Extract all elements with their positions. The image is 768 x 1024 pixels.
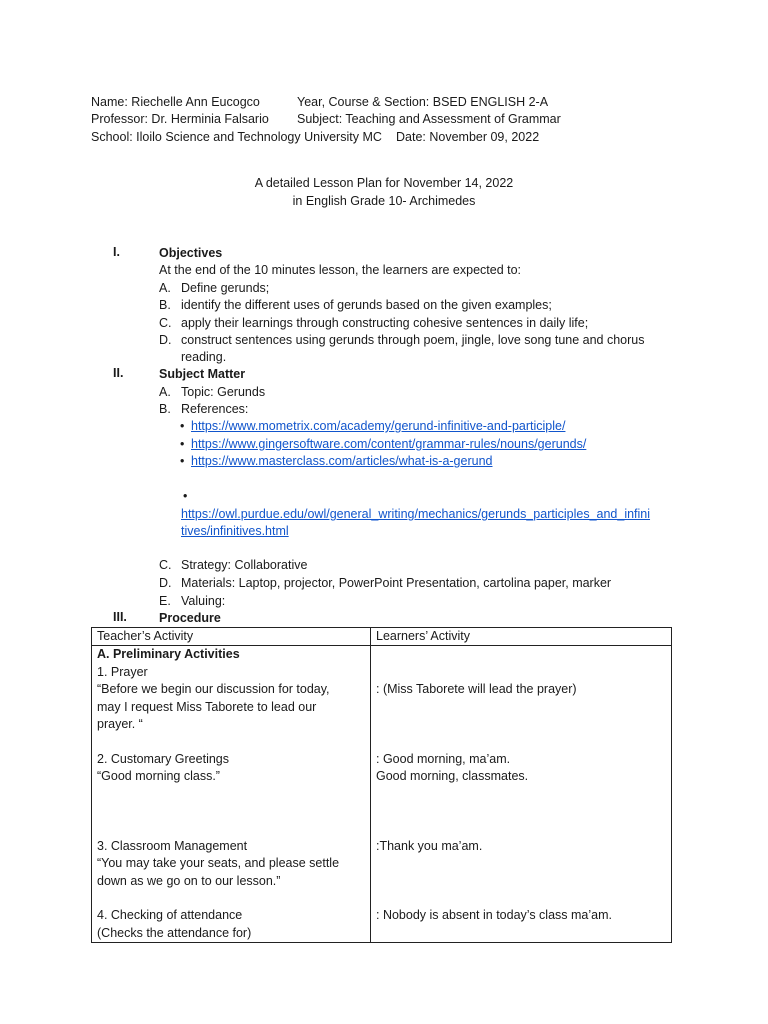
activity-title: 2. Customary Greetings — [97, 751, 229, 766]
learner-line: : (Miss Taborete will lead the prayer) — [376, 682, 577, 697]
reference-link-masterclass[interactable]: https://www.masterclass.com/articles/what-is-a-gerund — [191, 454, 493, 468]
professor-name: Professor: Dr. Herminia Falsario — [91, 112, 269, 126]
page-subtitle: in English Grade 10- Archimedes — [292, 194, 476, 208]
objectives-heading: Objectives — [159, 246, 223, 260]
objective-letter: B. — [159, 298, 171, 312]
reference-link-mometrix[interactable]: https://www.mometrix.com/academy/gerund-infinitive-and-participle/ — [191, 419, 566, 433]
table-header-row — [92, 628, 672, 646]
learner-activity-header: Learners’ Activity — [371, 628, 672, 646]
topic-letter: A. — [159, 385, 171, 399]
teacher-line: down as we go on to our lesson.” — [97, 873, 281, 888]
activity-title: 1. Prayer — [97, 664, 148, 679]
activity-title: 3. Classroom Management — [97, 838, 248, 853]
strategy-letter: C. — [159, 558, 172, 572]
objective-letter: D. — [159, 333, 172, 347]
objective-item-continued: reading. — [181, 350, 227, 364]
activity-title: 4. Checking of attendance — [97, 908, 243, 923]
subject-name: Subject: Teaching and Assessment of Grammar — [297, 112, 561, 126]
section-heading: A. Preliminary Activities — [97, 647, 240, 662]
learner-line: :Thank you ma’am. — [376, 838, 483, 853]
table-row — [92, 646, 672, 943]
learner-line: Good morning, classmates. — [376, 769, 529, 784]
learner-line: : Nobody is absent in today’s class ma’am. — [376, 908, 612, 923]
teacher-line: “Good morning class.” — [97, 769, 220, 784]
teacher-activity-cell — [92, 646, 371, 943]
subject-matter-numeral: II. — [113, 366, 124, 380]
strategy-text: Strategy: Collaborative — [181, 558, 308, 572]
school-name: School: Iloilo Science and Technology University MC — [91, 130, 382, 144]
learner-line: : Good morning, ma’am. — [376, 751, 511, 766]
reference-link-gingersoftware[interactable]: https://www.gingersoftware.com/content/grammar-rules/nouns/gerunds/ — [191, 437, 587, 451]
procedure-heading: Procedure — [159, 611, 221, 625]
objective-item: Define gerunds; — [181, 281, 270, 295]
references-letter: B. — [159, 402, 171, 416]
valuing-text: Valuing: — [181, 594, 226, 608]
teacher-line: “You may take your seats, and please settle — [97, 856, 340, 871]
objectives-intro: At the end of the 10 minutes lesson, the learners are expected to: — [159, 263, 522, 277]
learner-activity-cell — [371, 646, 672, 943]
objective-letter: A. — [159, 281, 171, 295]
valuing-letter: E. — [159, 594, 171, 608]
teacher-line: “Before we begin our discussion for today, — [97, 682, 330, 697]
reference-link-purdue[interactable]: https://owl.purdue.edu/owl/general_writing/mechanics/gerunds_participles_and_infini — [181, 507, 651, 521]
teacher-activity-header: Teacher’s Activity — [92, 628, 371, 646]
bullet-icon: • — [183, 489, 188, 503]
bullet-icon: • — [180, 419, 185, 433]
student-name: Name: Riechelle Ann Eucogco — [91, 95, 260, 109]
bullet-icon: • — [180, 454, 185, 468]
teacher-line: (Checks the attendance for) — [97, 925, 252, 940]
topic-text: Topic: Gerunds — [181, 385, 266, 399]
objective-item: construct sentences using gerunds through poem, jingle, love song tune and chorus — [181, 333, 645, 347]
objective-letter: C. — [159, 316, 172, 330]
procedure-numeral: III. — [113, 610, 127, 624]
document-date: Date: November 09, 2022 — [396, 130, 540, 144]
references-label: References: — [181, 402, 249, 416]
objective-item: apply their learnings through constructing cohesive sentences in daily life; — [181, 316, 589, 330]
teacher-line: may I request Miss Taborete to lead our — [97, 699, 317, 714]
year-course-section: Year, Course & Section: BSED ENGLISH 2-A — [297, 95, 549, 109]
objectives-numeral: I. — [113, 245, 120, 259]
objective-item: identify the different uses of gerunds based on the given examples; — [181, 298, 552, 312]
subject-matter-heading: Subject Matter — [159, 367, 246, 381]
teacher-line: prayer. “ — [97, 717, 143, 732]
bullet-icon: • — [180, 437, 185, 451]
materials-text: Materials: Laptop, projector, PowerPoint Presentation, cartolina paper, marker — [181, 576, 612, 590]
procedure-table — [91, 627, 672, 943]
page-title: A detailed Lesson Plan for November 14, 2022 — [254, 176, 514, 190]
reference-link-purdue-continued[interactable]: tives/infinitives.html — [181, 524, 289, 538]
materials-letter: D. — [159, 576, 172, 590]
